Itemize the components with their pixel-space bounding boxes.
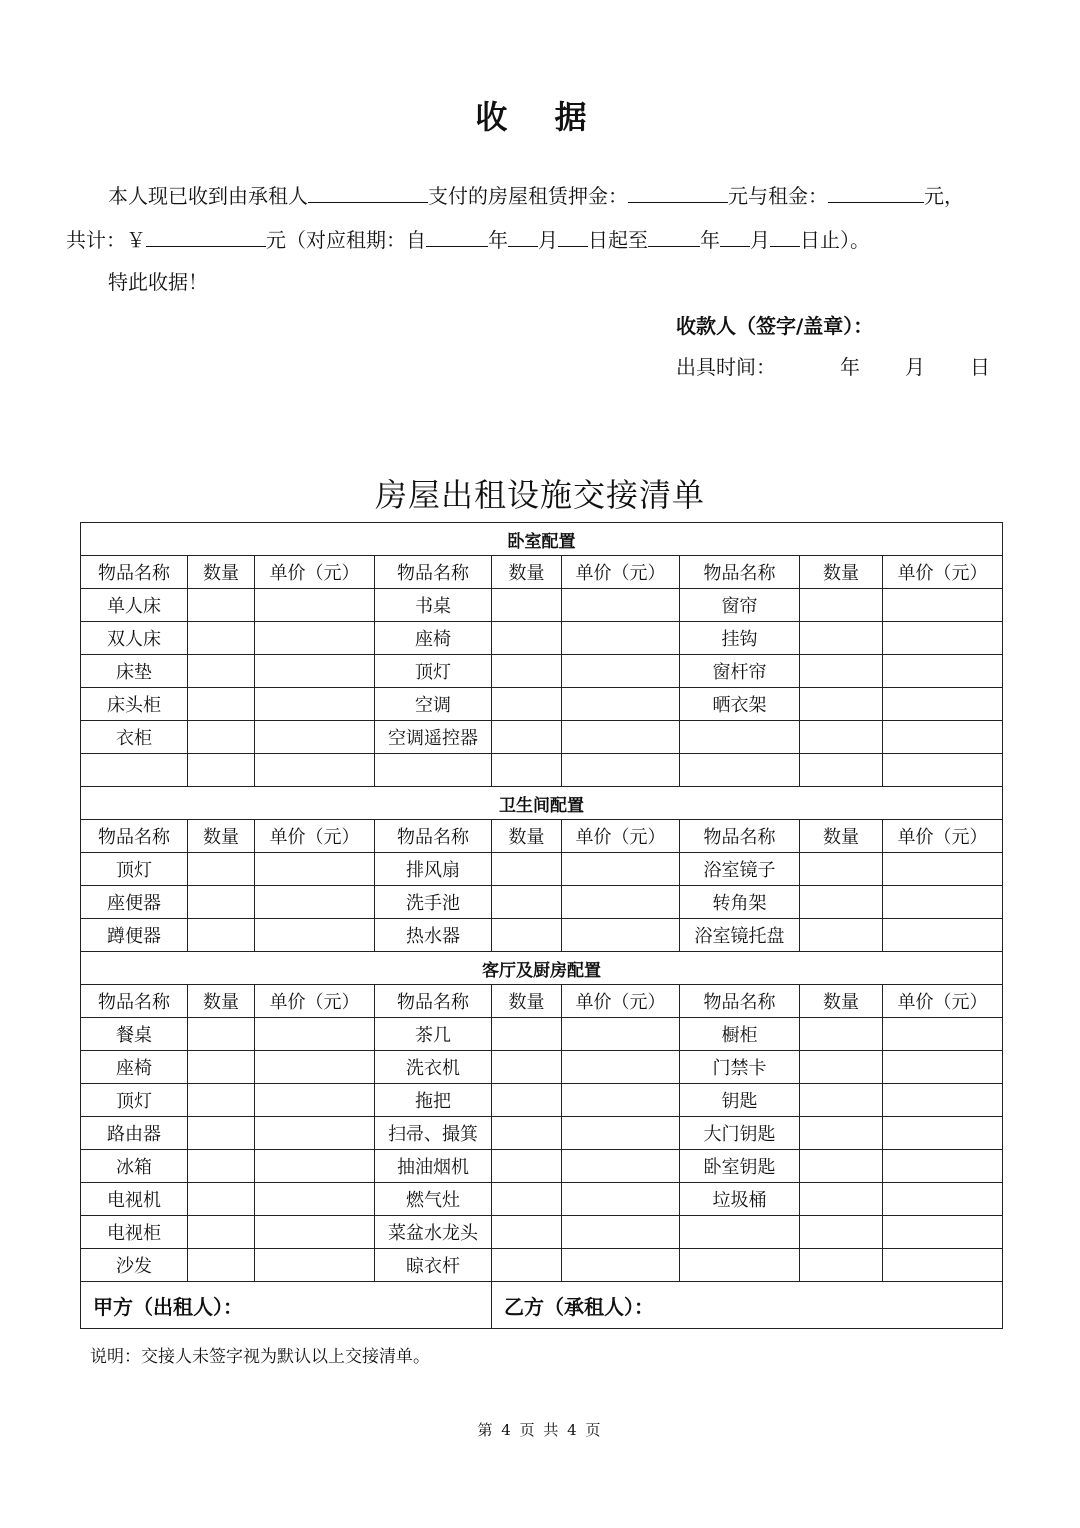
receipt-line-2	[66, 226, 870, 254]
item-name-cell: 转角架	[680, 886, 800, 919]
quantity-cell[interactable]	[492, 754, 562, 787]
quantity-cell[interactable]	[800, 1249, 883, 1282]
column-header: 数量	[492, 985, 562, 1018]
quantity-cell[interactable]	[800, 1150, 883, 1183]
table-row	[81, 688, 1003, 721]
unit-price-cell[interactable]	[883, 1084, 1003, 1117]
unit-price-cell[interactable]	[562, 1183, 680, 1216]
unit-price-cell[interactable]	[562, 1216, 680, 1249]
receipt-text: 年	[700, 228, 720, 252]
quantity-cell[interactable]	[492, 1249, 562, 1282]
unit-price-cell[interactable]	[883, 754, 1003, 787]
section-header-row	[81, 787, 1003, 820]
quantity-cell[interactable]	[800, 919, 883, 952]
quantity-cell[interactable]	[188, 655, 255, 688]
quantity-cell[interactable]	[800, 1051, 883, 1084]
unit-price-cell[interactable]	[883, 1249, 1003, 1282]
quantity-cell[interactable]	[492, 1084, 562, 1117]
quantity-cell[interactable]	[188, 1183, 255, 1216]
quantity-cell[interactable]	[800, 1117, 883, 1150]
item-name-cell: 热水器	[375, 919, 492, 952]
column-header: 单价（元）	[562, 820, 680, 853]
quantity-cell[interactable]	[188, 1018, 255, 1051]
quantity-cell[interactable]	[492, 1018, 562, 1051]
item-name-cell: 顶灯	[81, 1084, 188, 1117]
item-name-cell: 晾衣杆	[375, 1249, 492, 1282]
quantity-cell[interactable]	[800, 1216, 883, 1249]
receipt-text: 年	[488, 228, 508, 252]
receipt-text: 本人现已收到由承租人	[108, 184, 308, 208]
item-name-cell: 茶几	[375, 1018, 492, 1051]
quantity-cell[interactable]	[188, 1150, 255, 1183]
table-row	[81, 1150, 1003, 1183]
receipt-text: 元，	[924, 184, 964, 208]
unit-price-cell[interactable]	[562, 886, 680, 919]
receipt-text: 日止）。	[800, 228, 870, 252]
quantity-cell[interactable]	[492, 1051, 562, 1084]
unit-price-cell[interactable]	[562, 919, 680, 952]
item-name-cell: 沙发	[81, 1249, 188, 1282]
receipt-line-3: 特此收据！	[108, 270, 208, 294]
unit-price-cell[interactable]	[883, 1216, 1003, 1249]
item-name-cell: 门禁卡	[680, 1051, 800, 1084]
item-name-cell: 床垫	[81, 655, 188, 688]
party-b-signature[interactable]: 乙方（承租人）：	[492, 1282, 1003, 1329]
item-name-cell: 顶灯	[81, 853, 188, 886]
quantity-cell[interactable]	[188, 919, 255, 952]
quantity-cell[interactable]	[492, 1150, 562, 1183]
column-header: 物品名称	[375, 985, 492, 1018]
column-header: 单价（元）	[883, 985, 1003, 1018]
quantity-cell[interactable]	[188, 1117, 255, 1150]
quantity-cell[interactable]	[800, 655, 883, 688]
section-title: 卧室配置	[81, 523, 1003, 556]
table-row	[81, 754, 1003, 787]
column-header: 物品名称	[375, 820, 492, 853]
unit-price-cell[interactable]	[255, 1183, 375, 1216]
column-header: 物品名称	[81, 556, 188, 589]
item-name-cell: 洗衣机	[375, 1051, 492, 1084]
item-name-cell: 挂钩	[680, 622, 800, 655]
column-header: 单价（元）	[883, 556, 1003, 589]
quantity-cell[interactable]	[188, 853, 255, 886]
item-name-cell: 大门钥匙	[680, 1117, 800, 1150]
unit-price-cell[interactable]	[255, 1084, 375, 1117]
column-header: 物品名称	[81, 985, 188, 1018]
unit-price-cell[interactable]	[883, 655, 1003, 688]
receipt-line-1	[108, 182, 964, 210]
receipt-text: 月	[750, 228, 770, 252]
item-name-cell: 电视机	[81, 1183, 188, 1216]
note-text: 说明：交接人未签字视为默认以上交接清单。	[90, 1347, 430, 1367]
quantity-cell[interactable]	[188, 754, 255, 787]
quantity-cell[interactable]	[800, 721, 883, 754]
item-name-cell: 抽油烟机	[375, 1150, 492, 1183]
item-name-cell: 书桌	[375, 589, 492, 622]
column-header: 数量	[188, 556, 255, 589]
table-row	[81, 655, 1003, 688]
item-name-cell: 路由器	[81, 1117, 188, 1150]
column-header: 数量	[188, 820, 255, 853]
unit-price-cell[interactable]	[255, 1051, 375, 1084]
end-day-blank[interactable]	[770, 226, 800, 247]
quantity-cell[interactable]	[188, 886, 255, 919]
tenant-name-blank[interactable]	[308, 182, 428, 203]
column-header: 数量	[800, 556, 883, 589]
item-name-cell: 座椅	[81, 1051, 188, 1084]
unit-price-cell[interactable]	[255, 1249, 375, 1282]
column-header-row	[81, 985, 1003, 1018]
unit-price-cell[interactable]	[255, 886, 375, 919]
item-name-cell: 单人床	[81, 589, 188, 622]
deposit-blank[interactable]	[628, 182, 728, 203]
table-row	[81, 1051, 1003, 1084]
item-name-cell	[680, 754, 800, 787]
item-name-cell: 拖把	[375, 1084, 492, 1117]
item-name-cell: 垃圾桶	[680, 1183, 800, 1216]
section-header-row	[81, 952, 1003, 985]
table-row	[81, 1018, 1003, 1051]
receipt-title: 收 据	[475, 98, 605, 136]
item-name-cell	[375, 754, 492, 787]
inventory-title: 房屋出租设施交接清单	[374, 476, 705, 514]
quantity-cell[interactable]	[492, 589, 562, 622]
item-name-cell: 浴室镜子	[680, 853, 800, 886]
receipt-text: 元（对应租期：自	[266, 228, 426, 252]
issue-day-label: 日	[970, 355, 990, 379]
quantity-cell[interactable]	[800, 688, 883, 721]
unit-price-cell[interactable]	[562, 1150, 680, 1183]
unit-price-cell[interactable]	[255, 1018, 375, 1051]
quantity-cell[interactable]	[188, 1216, 255, 1249]
unit-price-cell[interactable]	[883, 688, 1003, 721]
quantity-cell[interactable]	[492, 853, 562, 886]
item-name-cell: 座便器	[81, 886, 188, 919]
column-header: 物品名称	[81, 820, 188, 853]
item-name-cell: 冰箱	[81, 1150, 188, 1183]
payee-signature-label: 收款人（签字/盖章）：	[676, 314, 874, 338]
column-header: 数量	[800, 820, 883, 853]
unit-price-cell[interactable]	[883, 1117, 1003, 1150]
unit-price-cell[interactable]	[562, 1084, 680, 1117]
quantity-cell[interactable]	[188, 622, 255, 655]
table-row	[81, 886, 1003, 919]
column-header: 单价（元）	[883, 820, 1003, 853]
column-header: 数量	[492, 556, 562, 589]
column-header: 单价（元）	[562, 556, 680, 589]
issue-year-label: 年	[840, 355, 860, 379]
quantity-cell[interactable]	[800, 1183, 883, 1216]
unit-price-cell[interactable]	[255, 589, 375, 622]
item-name-cell	[680, 721, 800, 754]
column-header: 单价（元）	[255, 820, 375, 853]
table-row	[81, 622, 1003, 655]
unit-price-cell[interactable]	[562, 655, 680, 688]
section-title: 卫生间配置	[81, 787, 1003, 820]
quantity-cell[interactable]	[492, 655, 562, 688]
item-name-cell: 洗手池	[375, 886, 492, 919]
item-name-cell: 扫帚、撮箕	[375, 1117, 492, 1150]
table-row	[81, 589, 1003, 622]
unit-price-cell[interactable]	[255, 688, 375, 721]
quantity-cell[interactable]	[492, 1183, 562, 1216]
page-footer: 第 4 页 共 4 页	[477, 1421, 603, 1439]
receipt-text: 日起至	[588, 228, 648, 252]
inventory-table-body	[81, 523, 1003, 1329]
receipt-text: 共计：￥	[66, 228, 146, 252]
quantity-cell[interactable]	[188, 1051, 255, 1084]
unit-price-cell[interactable]	[562, 1249, 680, 1282]
quantity-cell[interactable]	[188, 1084, 255, 1117]
unit-price-cell[interactable]	[255, 853, 375, 886]
unit-price-cell[interactable]	[562, 589, 680, 622]
quantity-cell[interactable]	[188, 1249, 255, 1282]
item-name-cell: 浴室镜托盘	[680, 919, 800, 952]
item-name-cell: 空调遥控器	[375, 721, 492, 754]
start-month-blank[interactable]	[508, 226, 538, 247]
unit-price-cell[interactable]	[255, 919, 375, 952]
unit-price-cell[interactable]	[883, 589, 1003, 622]
unit-price-cell[interactable]	[562, 1051, 680, 1084]
item-name-cell: 电视柜	[81, 1216, 188, 1249]
column-header: 数量	[800, 985, 883, 1018]
unit-price-cell[interactable]	[562, 1018, 680, 1051]
unit-price-cell[interactable]	[255, 1216, 375, 1249]
column-header: 单价（元）	[255, 985, 375, 1018]
issue-month-label: 月	[905, 355, 925, 379]
column-header: 数量	[492, 820, 562, 853]
unit-price-cell[interactable]	[255, 754, 375, 787]
receipt-text: 支付的房屋租赁押金：	[428, 184, 628, 208]
column-header-row	[81, 820, 1003, 853]
rent-blank[interactable]	[828, 182, 924, 203]
quantity-cell[interactable]	[800, 853, 883, 886]
quantity-cell[interactable]	[800, 754, 883, 787]
item-name-cell: 空调	[375, 688, 492, 721]
unit-price-cell[interactable]	[883, 1018, 1003, 1051]
column-header-row	[81, 556, 1003, 589]
total-blank[interactable]	[146, 226, 266, 247]
unit-price-cell[interactable]	[255, 1117, 375, 1150]
unit-price-cell[interactable]	[883, 919, 1003, 952]
item-name-cell: 窗杆帘	[680, 655, 800, 688]
quantity-cell[interactable]	[492, 886, 562, 919]
party-a-signature[interactable]: 甲方（出租人）：	[81, 1282, 492, 1329]
unit-price-cell[interactable]	[255, 655, 375, 688]
issue-date-label: 出具时间：	[676, 355, 776, 379]
table-row	[81, 1117, 1003, 1150]
item-name-cell: 餐桌	[81, 1018, 188, 1051]
item-name-cell: 窗帘	[680, 589, 800, 622]
quantity-cell[interactable]	[800, 886, 883, 919]
item-name-cell: 卧室钥匙	[680, 1150, 800, 1183]
item-name-cell: 排风扇	[375, 853, 492, 886]
receipt-text: 元与租金：	[728, 184, 828, 208]
table-row	[81, 1249, 1003, 1282]
column-header: 数量	[188, 985, 255, 1018]
end-year-blank[interactable]	[648, 226, 700, 247]
unit-price-cell[interactable]	[562, 721, 680, 754]
unit-price-cell[interactable]	[562, 853, 680, 886]
quantity-cell[interactable]	[492, 622, 562, 655]
section-title: 客厅及厨房配置	[81, 952, 1003, 985]
unit-price-cell[interactable]	[883, 1183, 1003, 1216]
item-name-cell: 衣柜	[81, 721, 188, 754]
section-header-row	[81, 523, 1003, 556]
item-name-cell: 燃气灶	[375, 1183, 492, 1216]
item-name-cell	[680, 1249, 800, 1282]
unit-price-cell[interactable]	[562, 622, 680, 655]
table-row	[81, 919, 1003, 952]
unit-price-cell[interactable]	[562, 688, 680, 721]
unit-price-cell[interactable]	[255, 1150, 375, 1183]
receipt-text: 月	[538, 228, 558, 252]
quantity-cell[interactable]	[492, 1216, 562, 1249]
item-name-cell: 顶灯	[375, 655, 492, 688]
quantity-cell[interactable]	[188, 589, 255, 622]
item-name-cell: 床头柜	[81, 688, 188, 721]
unit-price-cell[interactable]	[883, 853, 1003, 886]
unit-price-cell[interactable]	[255, 622, 375, 655]
unit-price-cell[interactable]	[883, 1150, 1003, 1183]
quantity-cell[interactable]	[492, 688, 562, 721]
column-header: 单价（元）	[255, 556, 375, 589]
table-row	[81, 721, 1003, 754]
table-row	[81, 1084, 1003, 1117]
unit-price-cell[interactable]	[562, 1117, 680, 1150]
table-row	[81, 1183, 1003, 1216]
column-header: 物品名称	[680, 556, 800, 589]
quantity-cell[interactable]	[492, 919, 562, 952]
start-day-blank[interactable]	[558, 226, 588, 247]
quantity-cell[interactable]	[492, 721, 562, 754]
inventory-table	[80, 522, 1003, 1329]
table-row	[81, 1216, 1003, 1249]
quantity-cell[interactable]	[492, 1117, 562, 1150]
table-row	[81, 853, 1003, 886]
unit-price-cell[interactable]	[883, 721, 1003, 754]
unit-price-cell[interactable]	[883, 622, 1003, 655]
item-name-cell: 钥匙	[680, 1084, 800, 1117]
unit-price-cell[interactable]	[255, 721, 375, 754]
unit-price-cell[interactable]	[883, 1051, 1003, 1084]
unit-price-cell[interactable]	[883, 886, 1003, 919]
column-header: 物品名称	[680, 820, 800, 853]
item-name-cell: 蹲便器	[81, 919, 188, 952]
end-month-blank[interactable]	[720, 226, 750, 247]
quantity-cell[interactable]	[800, 622, 883, 655]
item-name-cell: 菜盆水龙头	[375, 1216, 492, 1249]
item-name-cell: 双人床	[81, 622, 188, 655]
quantity-cell[interactable]	[188, 721, 255, 754]
column-header: 物品名称	[375, 556, 492, 589]
item-name-cell	[81, 754, 188, 787]
quantity-cell[interactable]	[188, 688, 255, 721]
item-name-cell: 橱柜	[680, 1018, 800, 1051]
unit-price-cell[interactable]	[562, 754, 680, 787]
column-header: 单价（元）	[562, 985, 680, 1018]
quantity-cell[interactable]	[800, 1018, 883, 1051]
start-year-blank[interactable]	[426, 226, 488, 247]
item-name-cell: 座椅	[375, 622, 492, 655]
item-name-cell	[680, 1216, 800, 1249]
quantity-cell[interactable]	[800, 1084, 883, 1117]
signature-row	[81, 1282, 1003, 1329]
column-header: 物品名称	[680, 985, 800, 1018]
item-name-cell: 晒衣架	[680, 688, 800, 721]
quantity-cell[interactable]	[800, 589, 883, 622]
